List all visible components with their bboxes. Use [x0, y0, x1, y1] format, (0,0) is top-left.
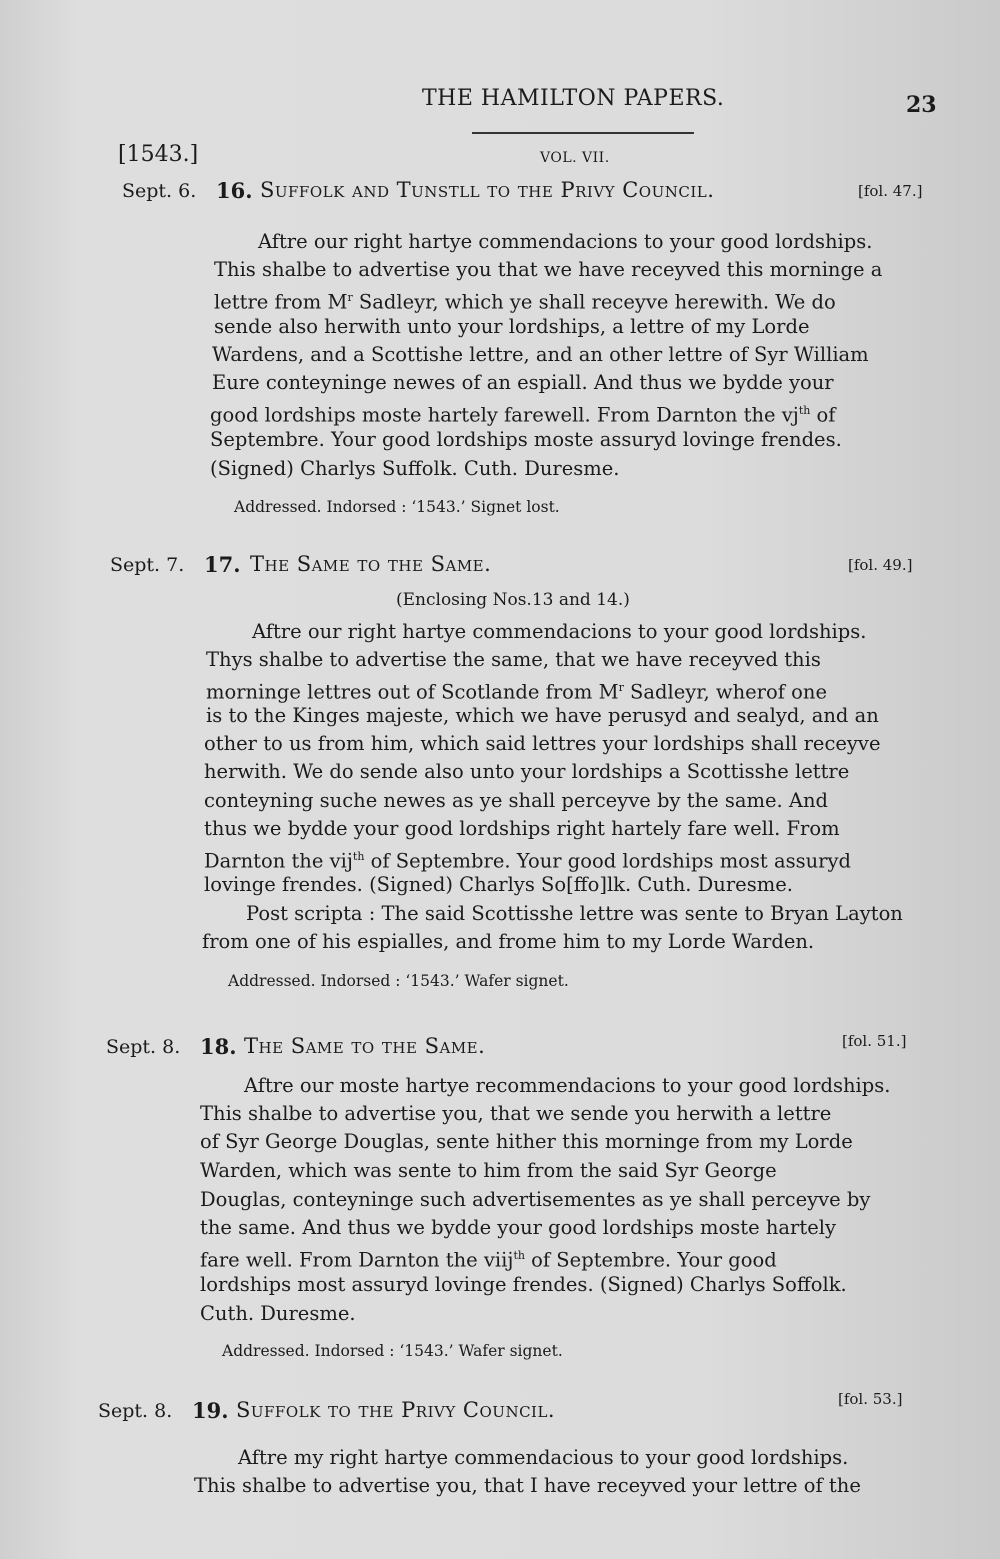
entry-title: The Same to the Same.: [250, 552, 492, 576]
entry-title: The Same to the Same.: [244, 1034, 486, 1058]
entry-heading: [0, 180, 1000, 212]
body-line: Douglas, conteyninge such advertisementes as ye shall perceyve by: [200, 1188, 871, 1211]
entry-date: Sept. 7.: [110, 554, 185, 576]
body-line: the same. And thus we bydde your good lordships moste hartely: [200, 1216, 837, 1239]
running-title: THE HAMILTON PAPERS.: [422, 86, 725, 111]
body-line: This shalbe to advertise you that we have receyved this morninge a: [214, 258, 883, 281]
body-line: herwith. We do sende also unto your lordships a Scottisshe lettre: [204, 760, 850, 783]
entry-number: 16.: [216, 178, 253, 203]
body-line: lovinge frendes. (Signed) Charlys So[ffo]lk. Cuth. Duresme.: [204, 873, 793, 896]
year-marker: [1543.]: [118, 142, 199, 167]
entry-19: [0, 1390, 1000, 1497]
endorsement: Addressed. Indorsed : ‘1543.’ Wafer signet.: [222, 1342, 563, 1360]
folio-reference: [fol. 53.]: [838, 1390, 903, 1408]
body-line: sende also herwith unto your lordships, a lettre of my Lorde: [214, 315, 810, 338]
entry-18: [0, 1032, 1000, 1360]
header-rule: [472, 132, 694, 134]
endorsement: Addressed. Indorsed : ‘1543.’ Signet lost.: [234, 498, 560, 516]
entry-date: Sept. 8.: [98, 1400, 173, 1422]
entry-heading: [0, 1390, 1000, 1432]
body-line: (Signed) Charlys Suffolk. Cuth. Duresme.: [210, 457, 620, 480]
page-number: 23: [906, 92, 937, 118]
body-line: morninge lettres out of Scotlande from $M^r$ Sadleyr, wherof one: [206, 680, 827, 704]
body-line: other to us from him, which said lettres your lordships shall receyve: [204, 732, 881, 755]
entry-date: Sept. 6.: [122, 180, 197, 202]
body-line: Aftre our right hartye commendacions to your good lordships.: [252, 620, 867, 643]
body-line: lordships most assuryd lovinge frendes. (Signed) Charlys Soffolk.: [200, 1273, 847, 1296]
folio-reference: [fol. 47.]: [858, 182, 923, 200]
entry-number: 17.: [204, 552, 241, 577]
body-line: Darnton the vij$^{th}$ of Septembre. Your good lordships most assuryd: [204, 849, 851, 873]
body-line: conteyning suche newes as ye shall perceyve by the same. And: [204, 789, 829, 812]
entry-16: [0, 178, 1000, 516]
body-line: Eure conteyninge newes of an espiall. And thus we bydde your: [212, 371, 834, 394]
body-line: thus we bydde your good lordships right hartely fare well. From: [204, 817, 840, 840]
entry-heading: [0, 554, 1000, 586]
body-line: Aftre our moste hartye recommendacions to your good lordships.: [244, 1074, 891, 1097]
body-line: This shalbe to advertise you, that I have receyved your lettre of the: [194, 1474, 861, 1497]
folio-reference: [fol. 49.]: [848, 556, 913, 574]
entry-17: [0, 552, 1000, 990]
enclosing-note: (Enclosing Nos.13 and 14.): [396, 590, 630, 610]
entry-number: 19.: [192, 1398, 229, 1423]
body-line: good lordships moste hartely farewell. From Darnton the $vj^{th}$ of: [210, 403, 836, 427]
entry-title: Suffolk to the Privy Council.: [236, 1398, 556, 1422]
endorsement: Addressed. Indorsed : ‘1543.’ Wafer signet.: [228, 972, 569, 990]
entry-number: 18.: [200, 1034, 237, 1059]
body-line: Cuth. Duresme.: [200, 1302, 356, 1325]
body-line: from one of his espialles, and frome him to my Lorde Warden.: [202, 930, 815, 953]
volume-marker: VOL. VII.: [540, 150, 610, 166]
body-line: Aftre my right hartye commendacious to your good lordships.: [238, 1446, 849, 1469]
body-line: lettre from $M^r$ Sadleyr, which ye shall receyve herewith. We do: [214, 290, 836, 314]
body-line: Warden, which was sente to him from the said Syr George: [200, 1159, 777, 1182]
body-line: of Syr George Douglas, sente hither this morninge from my Lorde: [200, 1130, 853, 1153]
body-line: fare well. From Darnton the viij$^{th}$ of Septembre. Your good: [200, 1248, 777, 1272]
body-line: Aftre our right hartye commendacions to your good lordships.: [258, 230, 873, 253]
entry-title: Suffolk and Tunstll to the Privy Council.: [260, 178, 715, 202]
body-line: Septembre. Your good lordships moste assuryd lovinge frendes.: [210, 428, 842, 451]
folio-reference: [fol. 51.]: [842, 1032, 907, 1050]
body-line: Wardens, and a Scottishe lettre, and an other lettre of Syr William: [212, 343, 869, 366]
entry-heading: [0, 1032, 1000, 1068]
entry-date: Sept. 8.: [106, 1036, 181, 1058]
body-line: Post scripta : The said Scottisshe lettre was sente to Bryan Layton: [246, 902, 903, 925]
body-line: This shalbe to advertise you, that we sende you herwith a lettre: [200, 1102, 832, 1125]
body-line: Thys shalbe to advertise the same, that we have receyved this: [206, 648, 821, 671]
body-line: is to the Kinges majeste, which we have perusyd and sealyd, and an: [206, 704, 879, 727]
